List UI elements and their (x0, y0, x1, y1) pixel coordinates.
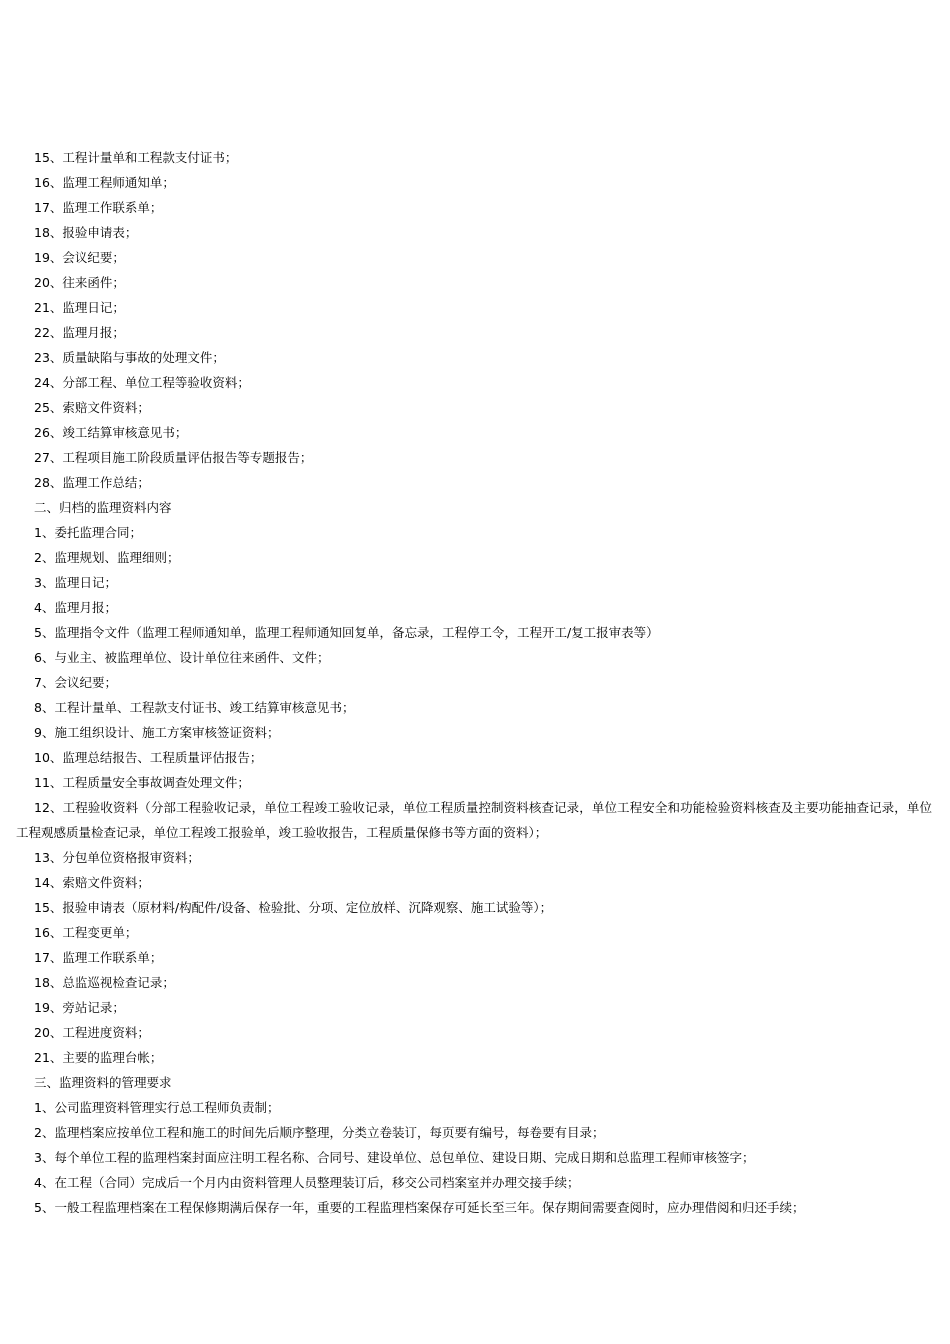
list-item: 26、竣工结算审核意见书； (34, 425, 188, 440)
list-item: 10、监理总结报告、工程质量评估报告； (34, 750, 263, 765)
list-item: 14、索赔文件资料； (34, 875, 150, 890)
list-item: 3、监理日记； (34, 575, 117, 590)
list-item: 23、质量缺陷与事故的处理文件； (34, 350, 225, 365)
list-item: 6、与业主、被监理单位、设计单位往来函件、文件； (34, 650, 330, 665)
list-item-paragraph: 12、工程验收资料（分部工程验收记录，单位工程竣工验收记录，单位工程质量控制资料核查记录，单位工程安全和功能检验资料核查及主要功能抽查记录，单位工程观感质量检查记录，单位工程竣工报验单，竣工验收报告，工程质量保修书等方面的资料）； (16, 800, 932, 840)
list-item: 4、监理月报； (34, 600, 117, 615)
list-item: 7、会议纪要； (34, 675, 117, 690)
section2-heading: 二、归档的监理资料内容 (34, 500, 172, 515)
list-item: 1、委托监理合同； (34, 525, 142, 540)
list-item: 11、工程质量安全事故调查处理文件； (34, 775, 250, 790)
list-item: 3、每个单位工程的监理档案封面应注明工程名称、合同号、建设单位、总包单位、建设日期、完成日期和总监理工程师审核签字； (34, 1150, 755, 1165)
list-item: 5、一般工程监理档案在工程保修期满后保存一年，重要的工程监理档案保存可延长至三年。保存期间需要查阅时，应办理借阅和归还手续； (34, 1200, 805, 1215)
list-item: 28、监理工作总结； (34, 475, 150, 490)
list-item: 15、报验申请表（原材料/构配件/设备、检验批、分项、定位放样、沉降观察、施工试验等）； (34, 900, 553, 915)
section2-list (0, 520, 950, 1070)
list-item: 20、工程进度资料； (34, 1025, 150, 1040)
list-item: 2、监理档案应按单位工程和施工的时间先后顺序整理，分类立卷装订，每页要有编号，每卷要有目录； (34, 1125, 605, 1140)
list-item: 16、监理工程师通知单； (34, 175, 175, 190)
list-item: 15、工程计量单和工程款支付证书； (34, 150, 238, 165)
list-item: 8、工程计量单、工程款支付证书、竣工结算审核意见书； (34, 700, 355, 715)
list-item: 17、监理工作联系单； (34, 950, 163, 965)
list-item: 18、总监巡视检查记录； (34, 975, 175, 990)
list-item: 21、监理日记； (34, 300, 125, 315)
list-item: 27、工程项目施工阶段质量评估报告等专题报告； (34, 450, 313, 465)
list-item: 22、监理月报； (34, 325, 125, 340)
list-item: 17、监理工作联系单； (34, 200, 163, 215)
list-item: 1、公司监理资料管理实行总工程师负责制； (34, 1100, 280, 1115)
list-item: 13、分包单位资格报审资料； (34, 850, 200, 865)
list-item: 5、监理指令文件（监理工程师通知单，监理工程师通知回复单，备忘录，工程停工令，工程开工/复工报审表等） (34, 625, 659, 640)
section1-list (0, 145, 950, 495)
list-item: 20、往来函件； (34, 275, 125, 290)
list-item: 21、主要的监理台帐； (34, 1050, 163, 1065)
document-page (0, 145, 950, 1220)
list-item: 19、会议纪要； (34, 250, 125, 265)
list-item: 2、监理规划、监理细则； (34, 550, 180, 565)
section3-list (0, 1095, 950, 1220)
list-item: 25、索赔文件资料； (34, 400, 150, 415)
list-item: 16、工程变更单； (34, 925, 138, 940)
section3-heading: 三、监理资料的管理要求 (34, 1075, 172, 1090)
list-item: 19、旁站记录； (34, 1000, 125, 1015)
list-item: 24、分部工程、单位工程等验收资料； (34, 375, 250, 390)
list-item: 4、在工程（合同）完成后一个月内由资料管理人员整理装订后，移交公司档案室并办理交接手续； (34, 1175, 580, 1190)
list-item: 18、报验申请表； (34, 225, 138, 240)
list-item: 9、施工组织设计、施工方案审核签证资料； (34, 725, 280, 740)
